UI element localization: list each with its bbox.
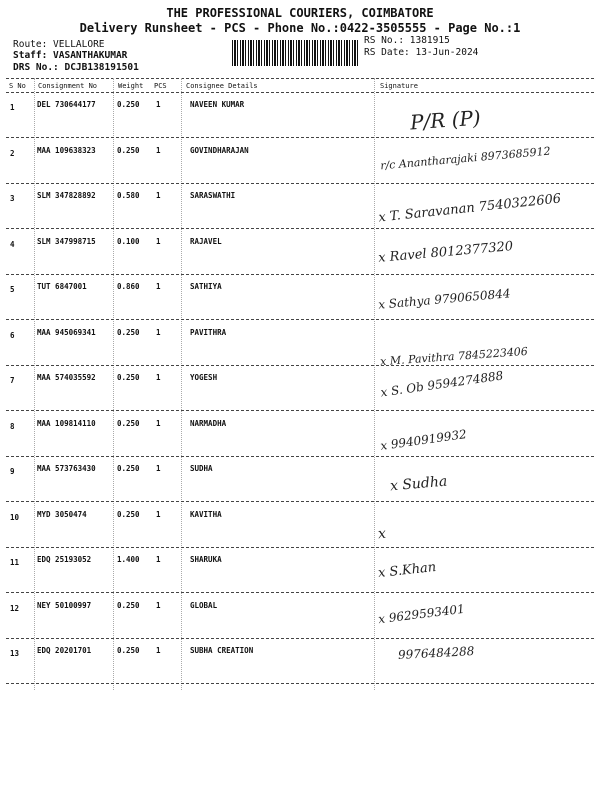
cell-consignment: EDQ 25193052	[37, 555, 92, 564]
column-divider	[113, 78, 114, 690]
cell-consignee: SARASWATHI	[190, 191, 236, 200]
barcode	[232, 40, 358, 66]
signature-cell: x 9629593401	[377, 601, 466, 626]
cell-consignment: SLM 347998715	[37, 236, 96, 246]
row-divider	[6, 592, 594, 593]
company-title: THE PROFESSIONAL COURIERS, COIMBATORE	[166, 6, 434, 20]
col-consignment: Consignment No	[38, 82, 98, 90]
cell-weight: 0.100	[117, 236, 140, 246]
cell-weight: 0.860	[117, 282, 140, 291]
cell-pcs: 1	[156, 373, 161, 382]
header-top-rule	[6, 78, 594, 79]
row-divider	[6, 547, 594, 548]
cell-weight: 0.250	[117, 100, 140, 109]
row-divider	[6, 365, 594, 366]
cell-weight: 0.250	[117, 646, 140, 655]
column-divider	[181, 78, 182, 690]
cell-pcs: 1	[156, 600, 161, 610]
drs-number: DRS No.: DCJB138191501	[13, 62, 139, 73]
row-divider	[6, 274, 594, 275]
rs-date: RS Date: 13-Jun-2024	[364, 47, 479, 58]
col-sno: S No	[9, 82, 26, 90]
column-divider	[374, 78, 375, 690]
row-divider	[6, 410, 594, 411]
cell-sno: 9	[10, 467, 15, 476]
cell-consignment: DEL 730644177	[37, 100, 96, 109]
signature-cell: x Sathya 9790650844	[377, 286, 511, 312]
cell-pcs: 1	[156, 418, 161, 428]
cell-weight: 0.250	[117, 509, 140, 519]
cell-consignment: SLM 347828892	[37, 191, 96, 200]
cell-pcs: 1	[156, 464, 161, 473]
cell-consignee: GLOBAL	[190, 600, 218, 610]
column-divider	[34, 78, 35, 690]
signature-cell: x M. Pavithra 7845223406	[379, 344, 529, 368]
cell-consignee: NARMADHA	[190, 418, 227, 428]
cell-weight: 0.250	[117, 418, 140, 428]
staff-label: Staff: VASANTHAKUMAR	[13, 50, 128, 61]
rs-number: RS No.: 1381915	[364, 35, 450, 46]
signature-cell: x Sudha	[389, 473, 448, 495]
runsheet-subtitle: Delivery Runsheet - PCS - Phone No.:0422-3505555 - Page No.:1	[79, 21, 521, 35]
cell-pcs: 1	[156, 236, 161, 246]
cell-pcs: 1	[156, 282, 161, 291]
cell-sno: 10	[10, 512, 20, 522]
cell-sno: 6	[10, 330, 15, 340]
cell-sno: 12	[10, 603, 20, 613]
row-divider	[6, 456, 594, 457]
cell-consignee: SUDHA	[190, 464, 213, 473]
cell-pcs: 1	[156, 145, 161, 155]
cell-pcs: 1	[156, 646, 161, 655]
col-consignee: Consignee Details	[186, 82, 258, 90]
signature-cell: x Ravel 8012377320	[377, 238, 514, 266]
cell-sno: 1	[10, 103, 15, 112]
cell-consignment: EDQ 20201701	[37, 646, 92, 655]
cell-consignment: MAA 109814110	[37, 418, 96, 428]
row-divider	[6, 228, 594, 229]
signature-cell: x	[377, 525, 387, 542]
row-divider	[6, 319, 594, 320]
cell-consignee: SATHIYA	[190, 282, 222, 291]
header-bottom-rule	[6, 92, 594, 93]
col-weight: Weight	[118, 82, 144, 90]
col-signature: Signature	[380, 82, 418, 90]
signature-cell: x S.Khan	[377, 559, 437, 582]
row-divider	[6, 638, 594, 639]
row-divider	[6, 683, 594, 684]
cell-sno: 11	[10, 558, 20, 567]
cell-pcs: 1	[156, 327, 161, 337]
cell-consignment: MAA 109638323	[37, 145, 96, 155]
cell-consignee: SHARUKA	[190, 555, 222, 564]
cell-weight: 0.250	[117, 327, 140, 337]
cell-consignment: MAA 574035592	[37, 373, 96, 382]
cell-sno: 4	[10, 239, 15, 249]
cell-consignee: GOVINDHARAJAN	[190, 145, 249, 155]
cell-sno: 13	[10, 649, 20, 658]
cell-weight: 1.400	[117, 555, 140, 564]
cell-weight: 0.250	[117, 373, 140, 382]
cell-consignee: RAJAVEL	[190, 236, 222, 246]
cell-pcs: 1	[156, 509, 161, 519]
cell-sno: 2	[10, 148, 15, 158]
cell-weight: 0.250	[117, 600, 140, 610]
cell-consignee: YOGESH	[190, 373, 218, 382]
cell-consignment: MAA 573763430	[37, 464, 96, 473]
signature-cell: x S. Ob 9594274888	[379, 368, 505, 400]
cell-consignment: TUT 6847001	[37, 282, 87, 291]
cell-pcs: 1	[156, 555, 161, 564]
cell-consignment: MYD 3050474	[37, 509, 87, 519]
cell-sno: 5	[10, 285, 15, 294]
row-divider	[6, 137, 594, 138]
signature-cell: r/c Anantharajaki 8973685912	[379, 144, 552, 172]
cell-sno: 8	[10, 421, 15, 431]
cell-pcs: 1	[156, 191, 161, 200]
signature-cell: P/R (P)	[409, 105, 482, 135]
signature-cell: x T. Saravanan 7540322606	[377, 191, 562, 226]
row-divider	[6, 183, 594, 184]
cell-sno: 3	[10, 194, 15, 203]
cell-sno: 7	[10, 376, 15, 385]
cell-consignee: SUBHA CREATION	[190, 646, 254, 655]
cell-weight: 0.250	[117, 145, 140, 155]
cell-weight: 0.580	[117, 191, 140, 200]
signature-cell: x 9940919932	[379, 426, 468, 453]
cell-consignee: NAVEEN KUMAR	[190, 100, 245, 109]
cell-consignment: MAA 945069341	[37, 327, 96, 337]
route-label: Route: VELLALORE	[13, 39, 105, 50]
cell-pcs: 1	[156, 100, 161, 109]
cell-weight: 0.250	[117, 464, 140, 473]
cell-consignee: PAVITHRA	[190, 327, 227, 337]
row-divider	[6, 501, 594, 502]
cell-consignment: NEY 50100997	[37, 600, 92, 610]
cell-consignee: KAVITHA	[190, 509, 222, 519]
col-pcs: PCS	[154, 82, 167, 90]
signature-cell: 9976484288	[397, 644, 475, 662]
